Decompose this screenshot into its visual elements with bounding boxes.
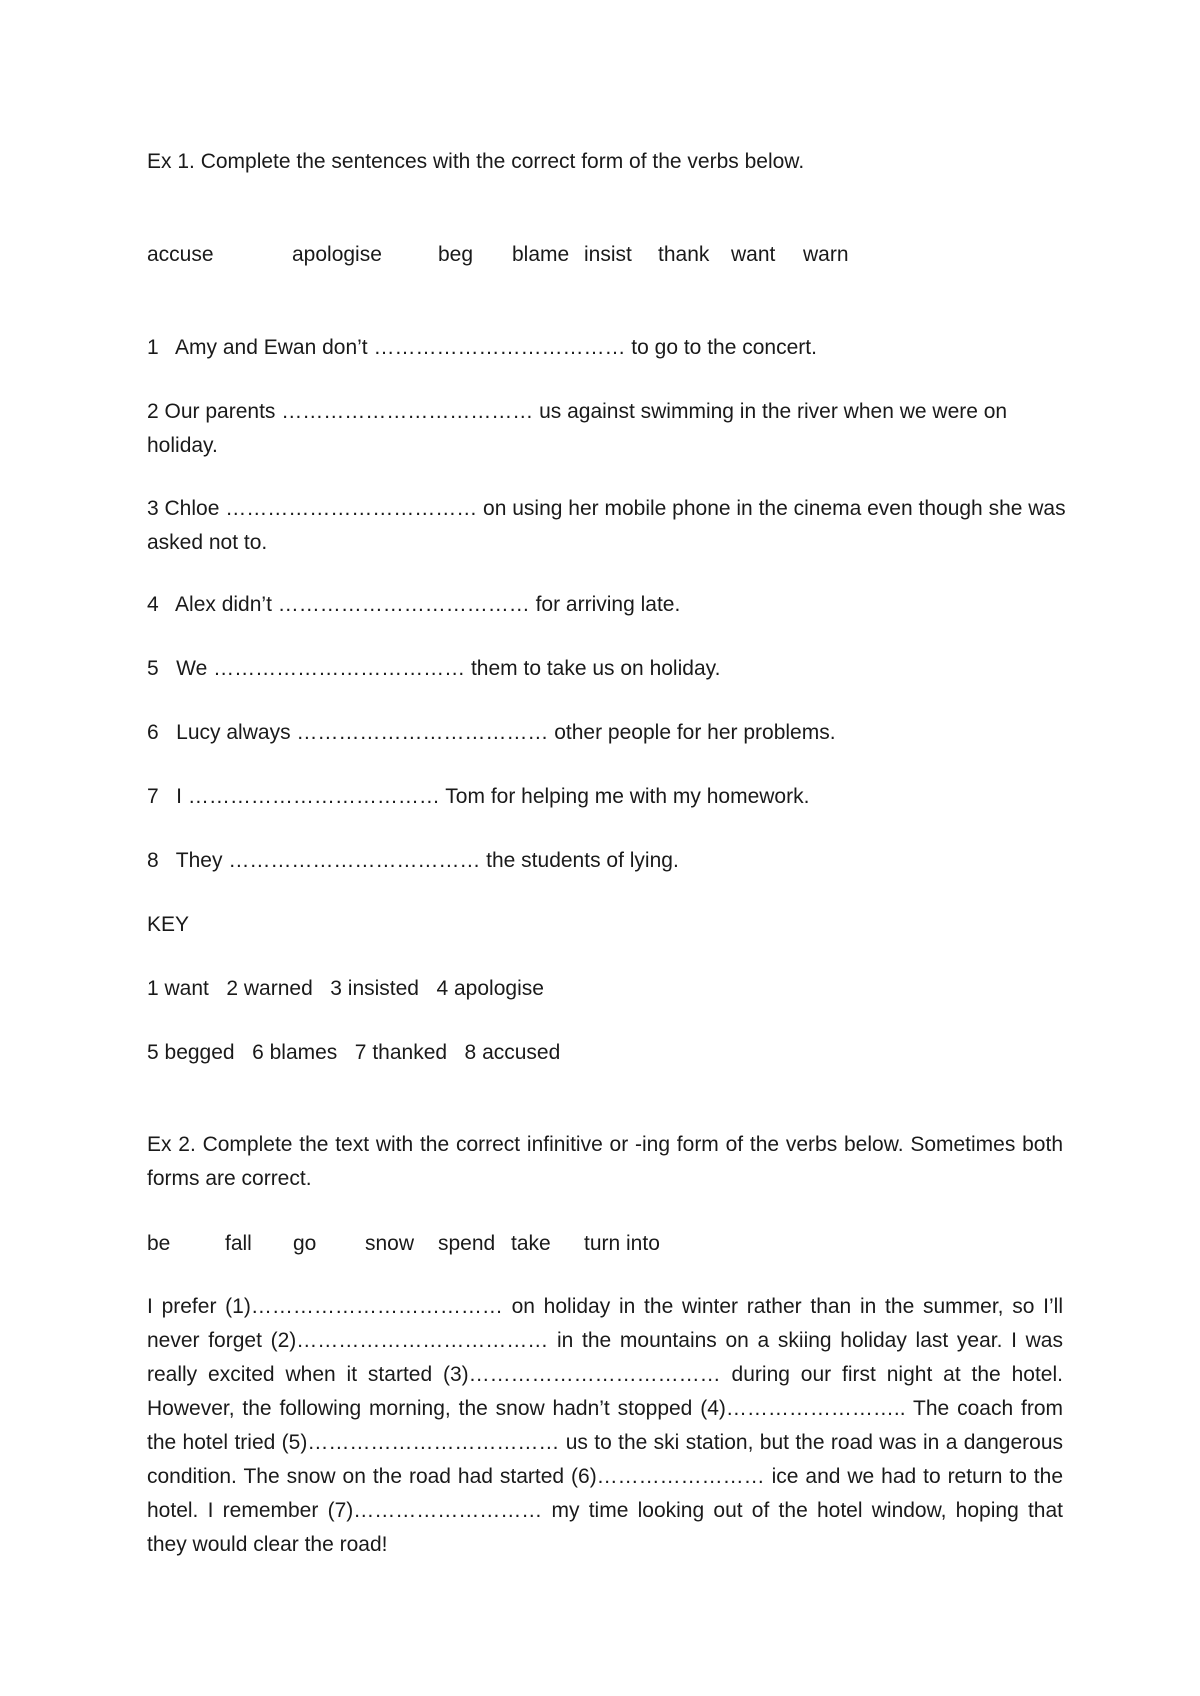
ex1-sentence-5: 5 We ……………………………… them to take us on holiday. xyxy=(147,657,721,680)
ex1-sentence-7: 7 I ……………………………… Tom for helping me with my homework. xyxy=(147,785,810,808)
ex1-title: Ex 1. Complete the sentences with the correct form of the verbs below. xyxy=(147,150,805,173)
word-bank-item: be xyxy=(147,1232,171,1255)
ex1-sentence-1: 1 Amy and Ewan don’t ……………………………… to go to the concert. xyxy=(147,336,817,359)
ex1-sentence-2: 2 Our parents ……………………………… us against swimming in the river when we were on holiday. xyxy=(147,400,1008,457)
word-bank-item: fall xyxy=(225,1232,252,1255)
word-bank-item: apologise xyxy=(292,243,382,266)
word-bank-item: thank xyxy=(658,243,710,266)
ex2-text: I prefer (1)……………………………… on holiday in the winter rather than in the summer, so I’ll never forget (2)……………………………… in the mountains on a skiing holiday last year. I was really excited when it started (3)……………………………… during our first night at the hotel. However, the following morning, the snow hadn’t stopped (4)…………………….. The coach from the hotel tried (5)……………………………… us to the ski station, but the road was in a dangerous condition. The snow on the road had started (6)…………………… ice and we had to return to the hotel. I remember (7)……………………… my time looking out of the hotel window, hoping that they would clear the road! xyxy=(147,1295,1063,1556)
word-bank-item: go xyxy=(293,1232,317,1255)
word-bank-item: snow xyxy=(365,1232,415,1255)
word-bank-item: blame xyxy=(512,243,570,266)
word-bank-item: insist xyxy=(584,243,632,266)
word-bank-item: want xyxy=(731,243,776,266)
word-bank-item: spend xyxy=(438,1232,496,1255)
ex1-sentence-3: 3 Chloe ……………………………… on using her mobile phone in the cinema even though she was asked not to. xyxy=(147,497,1066,554)
ex2-word-bank xyxy=(147,1227,707,1261)
ex2-title: Ex 2. Complete the text with the correct infinitive or -ing form of the verbs below. Sometimes both forms are correct. xyxy=(147,1133,1063,1190)
word-bank-item: beg xyxy=(438,243,474,266)
ex1-sentence-8: 8 They ……………………………… the students of lying. xyxy=(147,849,679,872)
key-label: KEY xyxy=(147,913,190,936)
key-line-1: 1 want 2 warned 3 insisted 4 apologise xyxy=(147,977,544,1000)
ex1-word-bank xyxy=(147,238,907,272)
word-bank-item: turn into xyxy=(584,1232,660,1255)
word-bank-item: warn xyxy=(803,243,849,266)
key-line-2: 5 begged 6 blames 7 thanked 8 accused xyxy=(147,1041,561,1064)
ex1-sentence-4: 4 Alex didn’t ……………………………… for arriving late. xyxy=(147,593,681,616)
ex1-sentence-6: 6 Lucy always ……………………………… other people for her problems. xyxy=(147,721,836,744)
word-bank-item: accuse xyxy=(147,243,214,266)
word-bank-item: take xyxy=(511,1232,551,1255)
